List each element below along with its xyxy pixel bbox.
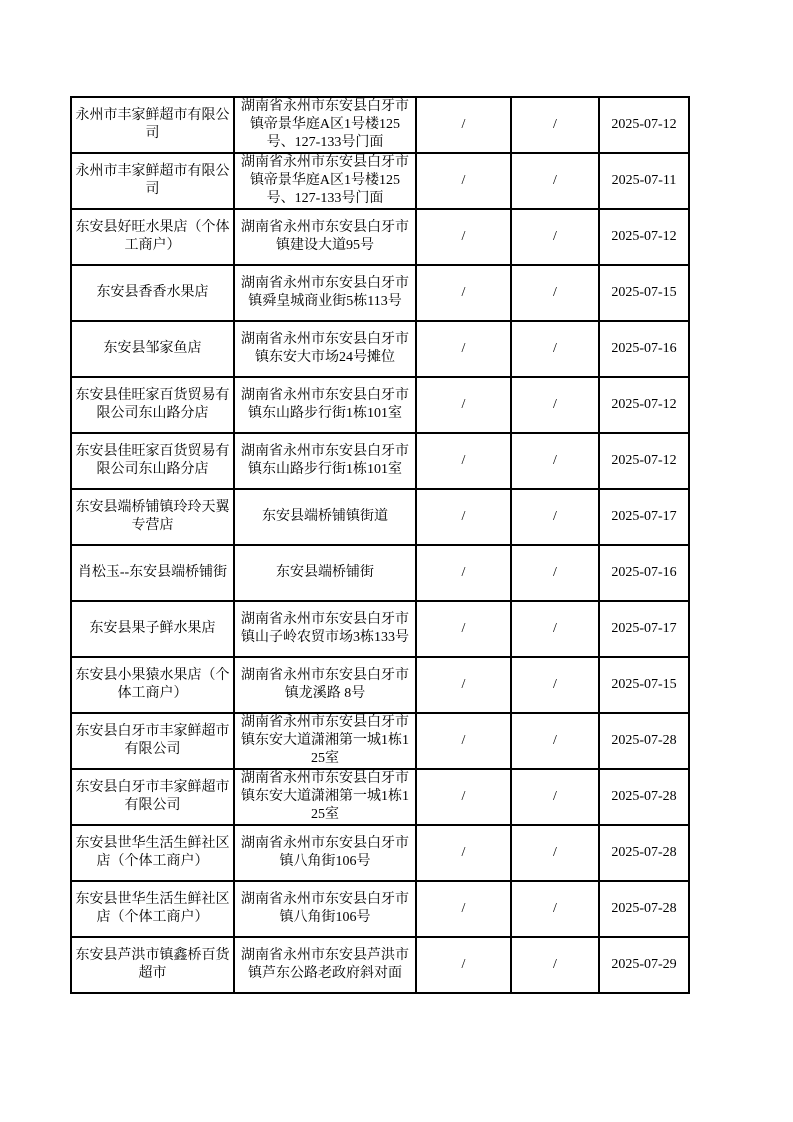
field-3-cell: / bbox=[416, 209, 511, 265]
field-3-cell: / bbox=[416, 825, 511, 881]
date-cell: 2025-07-12 bbox=[599, 433, 689, 489]
store-address-cell: 湖南省永州市东安县白牙市镇东安大市场24号摊位 bbox=[234, 321, 416, 377]
field-4-cell: / bbox=[511, 713, 599, 769]
field-3-cell: / bbox=[416, 881, 511, 937]
table-row bbox=[71, 265, 689, 321]
field-3-cell: / bbox=[416, 433, 511, 489]
store-address-cell: 湖南省永州市东安县白牙市镇八角街106号 bbox=[234, 825, 416, 881]
store-name-cell: 东安县果子鲜水果店 bbox=[71, 601, 234, 657]
field-3-cell: / bbox=[416, 265, 511, 321]
date-cell: 2025-07-16 bbox=[599, 545, 689, 601]
table-row bbox=[71, 881, 689, 937]
field-4-cell: / bbox=[511, 265, 599, 321]
store-address-cell: 湖南省永州市东安县白牙市镇龙溪路 8号 bbox=[234, 657, 416, 713]
store-address-cell: 湖南省永州市东安县白牙市镇帝景华庭A区1号楼125号、127-133号门面 bbox=[234, 153, 416, 209]
table-row bbox=[71, 769, 689, 825]
field-4-cell: / bbox=[511, 769, 599, 825]
date-cell: 2025-07-15 bbox=[599, 657, 689, 713]
table-row bbox=[71, 937, 689, 993]
store-name-cell: 东安县芦洪市镇鑫桥百货超市 bbox=[71, 937, 234, 993]
table-row bbox=[71, 601, 689, 657]
store-table bbox=[70, 96, 690, 994]
store-name-cell: 东安县佳旺家百货贸易有限公司东山路分店 bbox=[71, 377, 234, 433]
table-row bbox=[71, 545, 689, 601]
store-name-cell: 东安县端桥铺镇玲玲天翼专营店 bbox=[71, 489, 234, 545]
table-row bbox=[71, 713, 689, 769]
store-address-cell: 湖南省永州市东安县白牙市镇建设大道95号 bbox=[234, 209, 416, 265]
store-name-cell: 永州市丰家鲜超市有限公司 bbox=[71, 153, 234, 209]
store-address-cell: 东安县端桥铺镇街道 bbox=[234, 489, 416, 545]
field-4-cell: / bbox=[511, 545, 599, 601]
store-name-cell: 东安县小果猿水果店（个体工商户） bbox=[71, 657, 234, 713]
table-row bbox=[71, 433, 689, 489]
field-4-cell: / bbox=[511, 657, 599, 713]
field-4-cell: / bbox=[511, 377, 599, 433]
date-cell: 2025-07-17 bbox=[599, 489, 689, 545]
field-3-cell: / bbox=[416, 769, 511, 825]
field-3-cell: / bbox=[416, 153, 511, 209]
field-3-cell: / bbox=[416, 489, 511, 545]
table-row bbox=[71, 153, 689, 209]
table-row bbox=[71, 321, 689, 377]
date-cell: 2025-07-28 bbox=[599, 881, 689, 937]
date-cell: 2025-07-17 bbox=[599, 601, 689, 657]
date-cell: 2025-07-28 bbox=[599, 769, 689, 825]
table-row bbox=[71, 489, 689, 545]
field-3-cell: / bbox=[416, 377, 511, 433]
field-3-cell: / bbox=[416, 657, 511, 713]
store-address-cell: 湖南省永州市东安县白牙市镇东安大道潇湘第一城1栋125室 bbox=[234, 769, 416, 825]
store-address-cell: 湖南省永州市东安县芦洪市镇芦东公路老政府斜对面 bbox=[234, 937, 416, 993]
store-address-cell: 湖南省永州市东安县白牙市镇舜皇城商业街5栋113号 bbox=[234, 265, 416, 321]
store-name-cell: 东安县佳旺家百货贸易有限公司东山路分店 bbox=[71, 433, 234, 489]
date-cell: 2025-07-28 bbox=[599, 825, 689, 881]
field-3-cell: / bbox=[416, 321, 511, 377]
store-address-cell: 湖南省永州市东安县白牙市镇东安大道潇湘第一城1栋125室 bbox=[234, 713, 416, 769]
field-3-cell: / bbox=[416, 545, 511, 601]
field-3-cell: / bbox=[416, 937, 511, 993]
field-4-cell: / bbox=[511, 209, 599, 265]
store-name-cell: 东安县香香水果店 bbox=[71, 265, 234, 321]
field-4-cell: / bbox=[511, 937, 599, 993]
date-cell: 2025-07-28 bbox=[599, 713, 689, 769]
store-address-cell: 湖南省永州市东安县白牙市镇东山路步行街1栋101室 bbox=[234, 377, 416, 433]
store-address-cell: 东安县端桥铺街 bbox=[234, 545, 416, 601]
field-4-cell: / bbox=[511, 601, 599, 657]
store-name-cell: 东安县世华生活生鲜社区店（个体工商户） bbox=[71, 881, 234, 937]
table-row bbox=[71, 209, 689, 265]
store-name-cell: 东安县白牙市丰家鲜超市有限公司 bbox=[71, 769, 234, 825]
table-row bbox=[71, 657, 689, 713]
store-address-cell: 湖南省永州市东安县白牙市镇山子岭农贸市场3栋133号 bbox=[234, 601, 416, 657]
date-cell: 2025-07-11 bbox=[599, 153, 689, 209]
date-cell: 2025-07-16 bbox=[599, 321, 689, 377]
field-3-cell: / bbox=[416, 601, 511, 657]
store-address-cell: 湖南省永州市东安县白牙市镇八角街106号 bbox=[234, 881, 416, 937]
table-row bbox=[71, 377, 689, 433]
store-name-cell: 东安县世华生活生鲜社区店（个体工商户） bbox=[71, 825, 234, 881]
store-name-cell: 东安县邹家鱼店 bbox=[71, 321, 234, 377]
field-4-cell: / bbox=[511, 153, 599, 209]
table-row bbox=[71, 825, 689, 881]
field-4-cell: / bbox=[511, 489, 599, 545]
field-4-cell: / bbox=[511, 825, 599, 881]
store-name-cell: 肖松玉--东安县端桥铺街 bbox=[71, 545, 234, 601]
store-name-cell: 东安县白牙市丰家鲜超市有限公司 bbox=[71, 713, 234, 769]
date-cell: 2025-07-29 bbox=[599, 937, 689, 993]
store-address-cell: 湖南省永州市东安县白牙市镇帝景华庭A区1号楼125号、127-133号门面 bbox=[234, 97, 416, 153]
field-4-cell: / bbox=[511, 881, 599, 937]
store-name-cell: 东安县好旺水果店（个体工商户） bbox=[71, 209, 234, 265]
store-address-cell: 湖南省永州市东安县白牙市镇东山路步行街1栋101室 bbox=[234, 433, 416, 489]
date-cell: 2025-07-12 bbox=[599, 377, 689, 433]
store-table-body bbox=[71, 97, 689, 993]
store-name-cell: 永州市丰家鲜超市有限公司 bbox=[71, 97, 234, 153]
table-row bbox=[71, 97, 689, 153]
date-cell: 2025-07-12 bbox=[599, 209, 689, 265]
field-4-cell: / bbox=[511, 433, 599, 489]
field-3-cell: / bbox=[416, 97, 511, 153]
date-cell: 2025-07-15 bbox=[599, 265, 689, 321]
field-4-cell: / bbox=[511, 97, 599, 153]
field-4-cell: / bbox=[511, 321, 599, 377]
date-cell: 2025-07-12 bbox=[599, 97, 689, 153]
field-3-cell: / bbox=[416, 713, 511, 769]
